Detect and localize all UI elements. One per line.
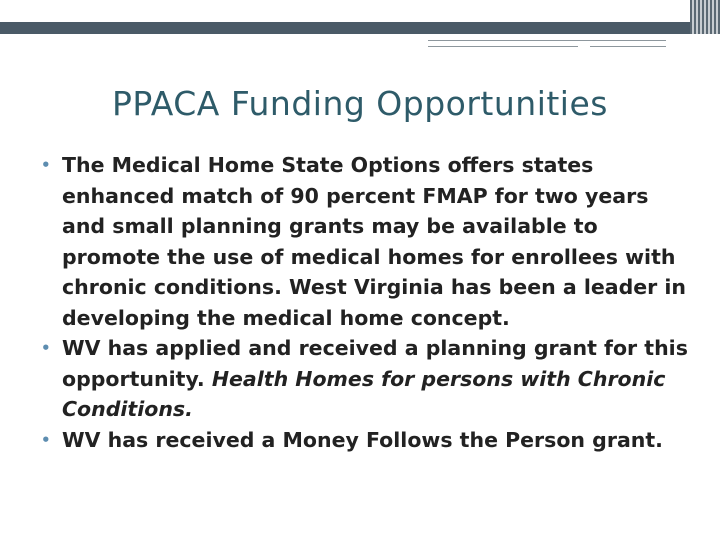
bullet-icon: • (41, 430, 51, 449)
bullet-icon: • (41, 339, 51, 357)
bullet-item-money-follows-person (38, 425, 698, 456)
bullet-text: WV has applied and received a planning grant for this opportunity. (62, 336, 688, 391)
bullet-text: The Medical Home State Options offers states enhanced match of 90 percent FMAP for two years and small planning grants may be available to promote the use of medical homes for enrollees with chronic conditions. West Virginia has been a leader in developing the medical home concept. (62, 153, 687, 330)
slide-title: PPACA Funding Opportunities (112, 84, 608, 123)
decorative-rule-upper (428, 40, 666, 41)
bullet-text: WV has received a Money Follows the Person grant. (62, 427, 663, 452)
bullet-list (38, 150, 698, 455)
bullet-item-planning-grant (38, 333, 698, 425)
bullet-icon: • (41, 156, 51, 174)
bullet-italic-text: Health Homes for persons with Chronic Conditions. (62, 366, 666, 421)
decorative-rule-lower-left (428, 46, 578, 47)
bullet-item-medical-home (38, 150, 698, 333)
decorative-rule-lower-right (590, 46, 666, 47)
top-right-striped-accent (690, 0, 720, 34)
top-decorative-bar (0, 22, 690, 34)
